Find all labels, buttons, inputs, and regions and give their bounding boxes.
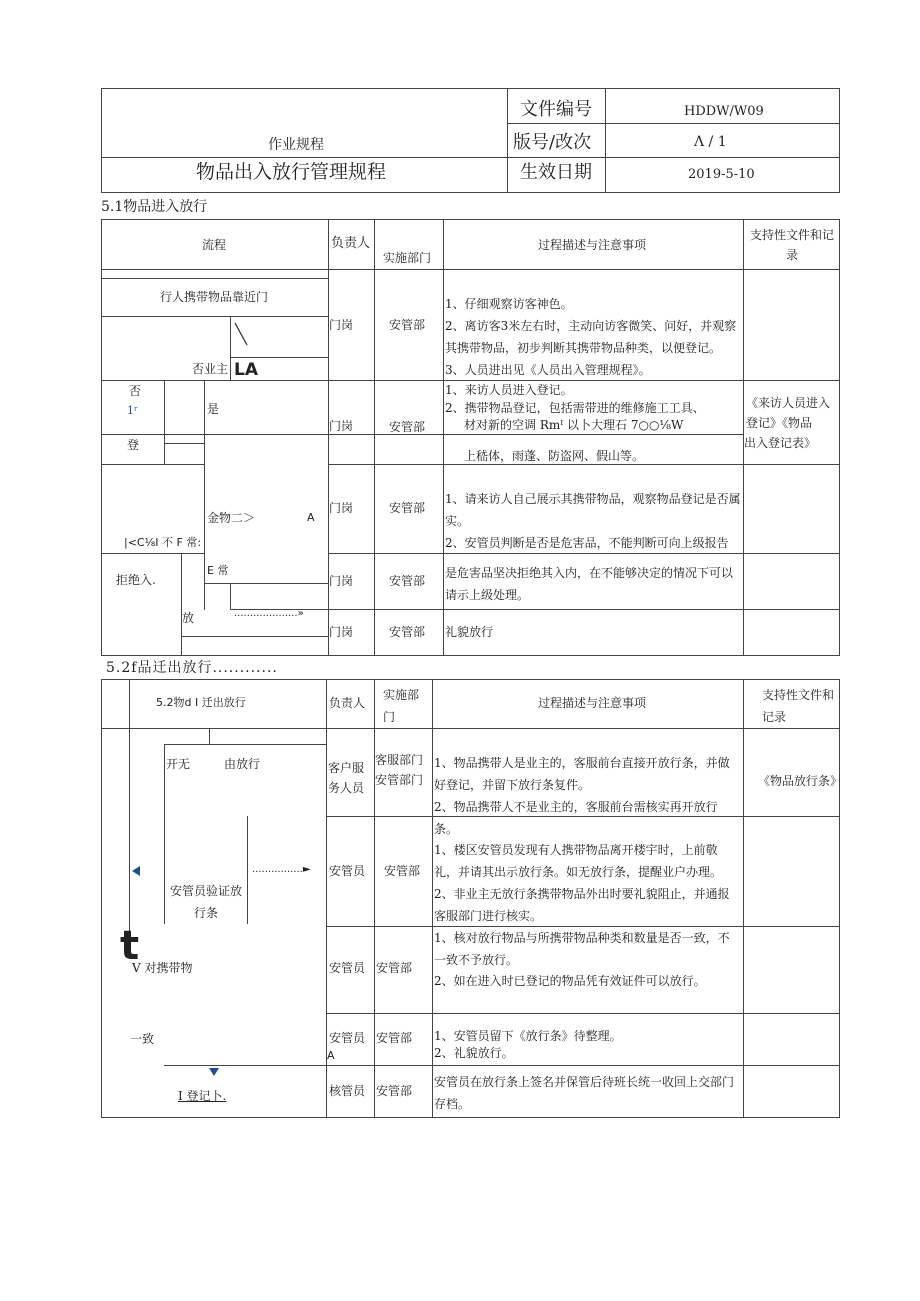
s2-col-docs: 支持性文件和记录 [762,688,835,724]
s2-r1-dept: 客服部门安管部门 [375,753,424,787]
s1-row-line-header [101,269,840,270]
s2-row-line-3 [326,1013,840,1014]
s2-r4-dept: 安管部 [376,1031,413,1045]
s2-r5-owner: 核管员 [329,1084,366,1098]
date-label: 生效日期 [520,162,592,183]
flow1-check: 金物二＞ [207,511,256,525]
flow1-normal: E 常 [207,564,229,577]
s2-r2-owner: 安管员 [329,864,366,878]
s1-r2-desc-4: 上嵇体，雨蓬、防盗网、假山等。 [464,449,645,463]
flow1-line-b [101,316,328,317]
s2-r4-desc-2: 2、礼貌放行。 [434,1046,514,1060]
version-label: 版号/改次 [513,132,592,153]
s2-col-dept: 实施部门 [383,688,420,724]
s1-row-line-4 [230,609,840,610]
s2-row-line-header [101,728,840,729]
flow1-v-3 [204,380,205,610]
flow1-slash [234,322,248,346]
s1-r2-docs-extra: 出入登记表》 [744,436,817,450]
flow1-line-d [164,443,204,444]
flow2-open2: 由放行 [224,757,261,771]
s1-r4-dept: 安管部 [389,574,426,588]
flow1-line-h [181,636,328,637]
flow1-line-g [204,583,328,584]
flow2-consistent: 一致 [130,1032,155,1046]
flow1-check-a: A [307,511,315,524]
flow1-line-f [101,553,204,554]
date-value: 2019-5-10 [688,167,755,182]
s2-r4-owner: 安管员 [329,1031,366,1045]
version-value: Λ / 1 [694,134,727,150]
s1-r1-desc-3: 3、人员进出见《人员出入管理规程》。 [445,363,651,377]
s2-col-flow: 5.2物d I 迁出放行 [156,696,246,709]
s2-r2-desc-1: 1、楼区安管员发现有人携带物品离开楼宇时，上前敬礼，并请其出示放行条。如无放行条，提醒业户办理。 [434,843,723,879]
flow2-arrow-down-icon [209,1068,219,1076]
s1-col-owner: 负责人 [331,236,371,251]
flow1-no-sub: 1ʳ [127,404,138,417]
s2-col-line-desc [743,679,744,1118]
flow1-line-e [101,464,204,465]
header-divider-2 [605,88,606,193]
s1-col-dept: 实施部门 [383,251,432,265]
flow1-line-c [230,357,328,358]
section1-title: 5.1物品进入放行 [101,199,208,215]
s1-col-line-dept [443,219,444,656]
s2-r1-desc-1: 1、物品携带人是业主的，客服前台直接开放行条，并做好登记，并留下放行条复件。 [434,756,730,792]
flow2-register: I 登记卜. [178,1089,227,1103]
flow2-big-t: t [120,923,140,969]
s2-col-line-0 [129,679,130,940]
s2-r5-desc-1: 安管员在放行条上签名并保管后待班长统一收回上交部门存档。 [434,1075,735,1111]
s2-col-line-dept [432,679,433,1118]
flow1-v-2 [164,380,165,464]
s1-r2-desc-1: 1、来访人员进入登记。 [445,383,573,397]
flow1-release: 放 [182,611,195,625]
s2-r4-desc-1: 1、安管员留下《放行条》待整理。 [434,1029,622,1043]
s2-row-line-4 [164,1065,840,1066]
flow1-abnormal: |<C⅛I 不 F 常: [124,536,202,549]
s1-col-docs: 支持性文件和记录 [749,228,834,262]
s1-r5-dept: 安管部 [389,625,426,639]
header-divider-1 [507,88,508,193]
s1-r1-dept: 安管部 [389,318,426,332]
section2-title: 5.2f品迁出放行............ [106,660,278,676]
s1-r3-dept: 安管部 [389,501,426,515]
s2-r2-desc-2: 2、非业主无放行条携带物品外出时要礼貌阻止，并通报客服部门进行核实。 [434,887,730,923]
page-title: 物品出入放行管理规程 [196,161,387,183]
s2-col-line-owner [374,679,375,1118]
flow1-line-a [101,278,328,279]
s1-r5-owner: 门岗 [329,625,354,639]
s1-col-flow: 流程 [202,238,227,252]
s2-r3-dept: 安管部 [376,961,413,975]
s1-r3-desc-2: 2、安管员判断是否是危害品，不能判断可向上级报告 [445,536,729,550]
flow1-reject: 拒绝入. [116,573,156,587]
s1-r3-desc-1: 1、请来访人自己展示其携带物品，观察物品登记是否属实。 [445,492,741,528]
s1-r2-owner: 门岗 [329,419,354,433]
s2-r1-desc-2: 2、物品携带人不是业主的，客服前台需核实再开放行条。 [434,800,718,836]
s2-col-owner: 负责人 [329,696,366,710]
flow1-register: 登 [127,438,140,452]
s1-r3-owner: 门岗 [329,501,354,515]
flow1-v-4 [181,553,182,656]
s1-r1-owner: 门岗 [329,318,354,332]
flow2-v-right [247,816,248,924]
s1-col-desc: 过程描述与注意事项 [538,238,647,252]
s2-r4-owner-mark: A [327,1049,335,1062]
s2-r3-owner: 安管员 [329,961,366,975]
file-no-value: HDDW/W09 [684,104,764,119]
header-row-line-1 [507,123,840,124]
s1-r2-docs: 《来访人员进入登记》《物品 [746,396,831,430]
s1-r2-desc-2: 2、携带物品登记，包括需带进的维修施工工具、 [445,401,705,415]
header-row-line-2 [101,157,840,158]
s1-r5-desc-1: 礼貌放行 [445,625,494,639]
flow1-dots: ....................» [234,608,304,619]
s2-col-desc: 过程描述与注意事项 [538,696,647,710]
flow1-owner-mark: LA [234,360,258,380]
flow2-v-left [164,744,165,924]
flow1-start: 行人携带物品靠近门 [160,290,269,304]
flow2-v-top [209,728,210,744]
s2-r5-dept: 安管部 [376,1084,413,1098]
s1-r4-desc-1: 是危害品坚决拒绝其入内，在不能够决定的情况下可以请示上级处理。 [445,566,734,602]
s2-r3-desc-2: 2、如在进入时已登记的物品凭有效证件可以放行。 [434,974,706,988]
file-no-label: 文件编号 [520,99,592,120]
flow2-dots: ................► [252,864,311,875]
s2-r3-desc-1: 1、核对放行物品与所携带物品种类和数量是否一致，不一致不予放行。 [434,931,730,967]
s1-r4-owner: 门岗 [329,574,354,588]
s2-r1-owner: 客户服务人员 [328,761,365,795]
flow2-h-top [164,744,326,745]
flow2-arrow-left-icon [132,866,140,876]
flow2-open: 开无 [166,757,191,771]
flow1-v-5 [230,583,231,609]
s1-col-line-owner [374,219,375,656]
flow1-v-1 [230,316,231,380]
s2-r2-dept: 安管部 [384,864,421,878]
flow2-verify: 安管员验证放行条 [169,884,242,920]
s1-r2-dept: 安管部 [389,420,426,434]
doc-type: 作业规程 [268,137,324,153]
s1-col-line-flow [328,219,329,656]
s1-row-line-2b [328,464,840,465]
flow1-yes: 是 [207,402,220,416]
s1-r2-desc-3: 材对新的空调 Rmᴵ 以卜大理石 7○○⅛W [464,418,684,432]
flow2-check: V 对携带物 [132,961,193,975]
s1-r1-desc-2: 2、离访客3米左右时，主动向访客微笑、问好，并观察其携带物品，初步判断其携带物品种类，以便登记。 [445,319,737,355]
flow1-owner-q: 否业主 [192,362,229,376]
s1-r1-desc-1: 1、仔细观察访客神色。 [445,297,573,311]
flow1-no: 否 [129,384,142,398]
s2-r1-docs: 《物品放行条》 [758,774,843,788]
